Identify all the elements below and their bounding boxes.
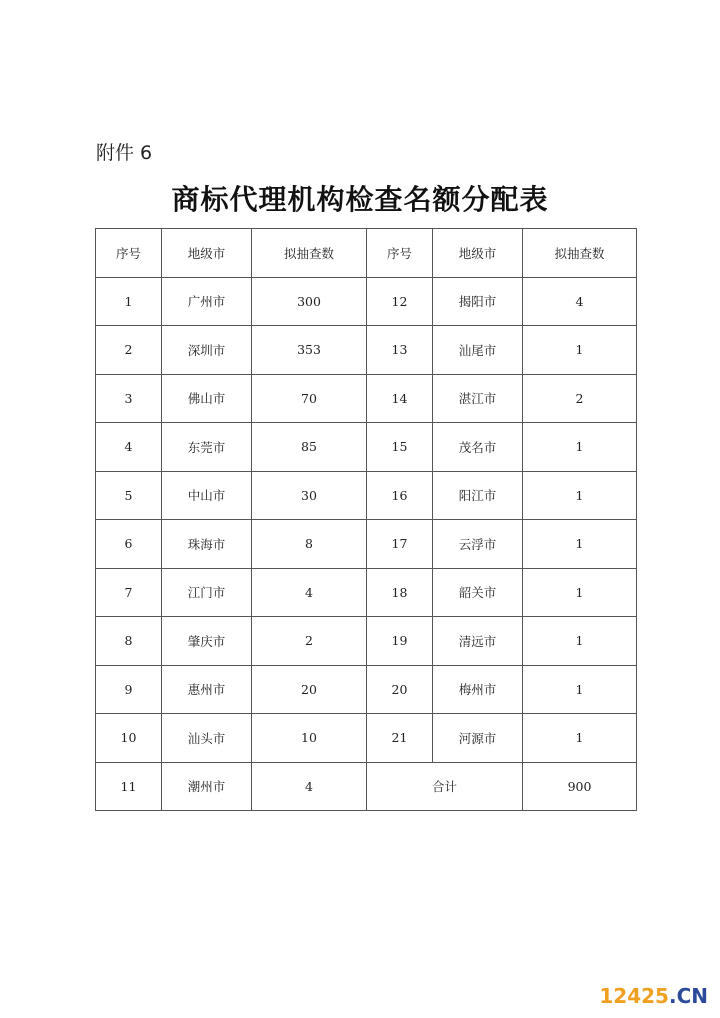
table-cell: 云浮市 (433, 520, 523, 569)
table-cell: 6 (96, 520, 162, 569)
table-cell: 河源市 (433, 714, 523, 763)
quota-table (95, 228, 637, 811)
table-cell: 惠州市 (162, 665, 252, 714)
table-cell: 5 (96, 471, 162, 520)
total-label: 合计 (367, 762, 523, 811)
table-cell: 15 (367, 423, 433, 472)
table-cell: 9 (96, 665, 162, 714)
table-cell: 19 (367, 617, 433, 666)
table-cell: 深圳市 (162, 326, 252, 375)
table-cell: 1 (523, 714, 637, 763)
watermark-logo (599, 984, 708, 1008)
table-cell: 16 (367, 471, 433, 520)
table-row (96, 423, 637, 472)
table-cell: 4 (252, 762, 367, 811)
table-cell: 茂名市 (433, 423, 523, 472)
table-cell: 8 (96, 617, 162, 666)
table-row (96, 617, 637, 666)
table-cell: 3 (96, 374, 162, 423)
table-row (96, 520, 637, 569)
header-index-2: 序号 (367, 229, 433, 278)
table-cell: 13 (367, 326, 433, 375)
table-cell: 4 (523, 277, 637, 326)
table-cell: 1 (523, 520, 637, 569)
table-cell: 汕头市 (162, 714, 252, 763)
table-cell: 1 (523, 423, 637, 472)
table-row (96, 714, 637, 763)
table-cell: 广州市 (162, 277, 252, 326)
table-cell: 1 (523, 665, 637, 714)
table-row (96, 277, 637, 326)
table-cell: 江门市 (162, 568, 252, 617)
table-cell: 珠海市 (162, 520, 252, 569)
table-cell: 1 (523, 326, 637, 375)
table-cell: 10 (96, 714, 162, 763)
table-cell: 353 (252, 326, 367, 375)
header-count-1: 拟抽查数 (252, 229, 367, 278)
table-cell: 18 (367, 568, 433, 617)
table-cell: 300 (252, 277, 367, 326)
attachment-label: 附件 6 (96, 142, 153, 164)
table-cell: 4 (252, 568, 367, 617)
table-cell: 14 (367, 374, 433, 423)
table-cell: 梅州市 (433, 665, 523, 714)
table-cell: 1 (523, 568, 637, 617)
watermark-domain: .CN (668, 984, 708, 1008)
table-cell: 1 (523, 617, 637, 666)
table-cell: 1 (523, 471, 637, 520)
table-cell: 2 (523, 374, 637, 423)
table-cell: 20 (252, 665, 367, 714)
table-row (96, 326, 637, 375)
table-cell: 佛山市 (162, 374, 252, 423)
header-count-2: 拟抽查数 (523, 229, 637, 278)
total-value: 900 (523, 762, 637, 811)
header-city-2: 地级市 (433, 229, 523, 278)
table-header-row (96, 229, 637, 278)
table-cell: 1 (96, 277, 162, 326)
table-row (96, 568, 637, 617)
table-row (96, 471, 637, 520)
total-row (96, 762, 637, 811)
table-cell: 清远市 (433, 617, 523, 666)
table-cell: 20 (367, 665, 433, 714)
table-cell: 中山市 (162, 471, 252, 520)
table-cell: 30 (252, 471, 367, 520)
table-cell: 湛江市 (433, 374, 523, 423)
table-cell: 12 (367, 277, 433, 326)
header-city-1: 地级市 (162, 229, 252, 278)
table-cell: 肇庆市 (162, 617, 252, 666)
table-cell: 11 (96, 762, 162, 811)
table-cell: 21 (367, 714, 433, 763)
table-cell: 7 (96, 568, 162, 617)
watermark-number: 12425 (599, 984, 669, 1008)
table-row (96, 374, 637, 423)
table-cell: 85 (252, 423, 367, 472)
header-index-1: 序号 (96, 229, 162, 278)
table-cell: 17 (367, 520, 433, 569)
table-cell: 东莞市 (162, 423, 252, 472)
table-cell: 韶关市 (433, 568, 523, 617)
table-cell: 2 (252, 617, 367, 666)
table-cell: 70 (252, 374, 367, 423)
document-title: 商标代理机构检查名额分配表 (171, 183, 549, 216)
table-cell: 10 (252, 714, 367, 763)
table-cell: 2 (96, 326, 162, 375)
table-row (96, 665, 637, 714)
table-cell: 阳江市 (433, 471, 523, 520)
table-cell: 4 (96, 423, 162, 472)
table-cell: 汕尾市 (433, 326, 523, 375)
table-cell: 8 (252, 520, 367, 569)
table-cell: 潮州市 (162, 762, 252, 811)
table-cell: 揭阳市 (433, 277, 523, 326)
